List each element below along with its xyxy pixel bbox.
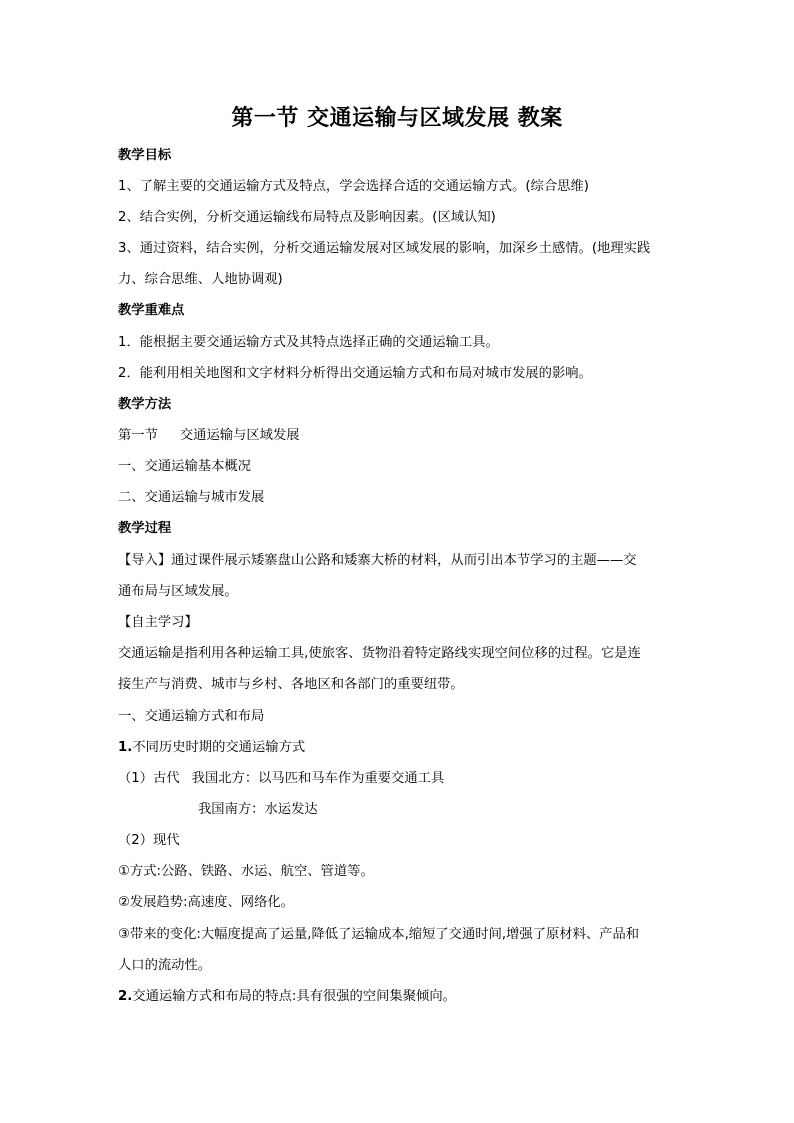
- keypoints-heading: 教学重难点: [118, 303, 185, 318]
- intro-line-2: 通布局与区域发展。: [118, 584, 238, 599]
- page-title: 第一节 交通运输与区域发展 教案: [231, 106, 563, 131]
- section-label: 第一节: [118, 428, 158, 443]
- self-study-label: 【自主学习】: [118, 615, 198, 630]
- para-1-line-2: 接生产与消费、城市与乡村、各地区和各部门的重要纽带。: [118, 677, 464, 692]
- ancient-north: 我国北方：以马匹和马车作为重要交通工具: [191, 771, 445, 786]
- goal-3-line-1: 3、通过资料，结合实例，分析交通运输发展对区域发展的影响，加深乡土感情。(地理实践: [118, 241, 651, 256]
- section-line: [118, 426, 678, 446]
- outline-1: 一、交通运输基本概况: [118, 459, 251, 474]
- modern-2: ②发展趋势:高速度、网络化。: [118, 895, 294, 910]
- outline-2: 二、交通运输与城市发展: [118, 490, 265, 505]
- goal-3-line-2: 力、综合思维、人地协调观): [118, 272, 283, 287]
- goal-2: 2、结合实例，分析交通运输线布局特点及影响因素。(区域认知): [118, 210, 496, 225]
- ancient-label: （1）古代: [118, 771, 180, 786]
- process-heading: 教学过程: [118, 521, 172, 536]
- ancient-south: 我国南方：水运发达: [198, 802, 318, 817]
- keypoint-2: 2．能利用相关地图和文字材料分析得出交通运输方式和布局对城市发展的影响。: [118, 366, 592, 381]
- modern-3-line-1: ③带来的变化:大幅度提高了运量,降低了运输成本,缩短了交通时间,增强了原材料、产品和: [118, 927, 640, 942]
- modern-label: （2）现代: [118, 833, 180, 848]
- ancient-line: [118, 769, 678, 789]
- keypoint-1: 1．能根据主要交通运输方式及其特点选择正确的交通运输工具。: [118, 335, 499, 350]
- item-2: [118, 987, 678, 1007]
- goal-1: 1、了解主要的交通运输方式及特点，学会选择合适的交通运输方式。(综合思维): [118, 179, 589, 194]
- para-1-line-1: 交通运输是指利用各种运输工具,使旅客、货物沿着特定路线实现空间位移的过程。它是连: [118, 646, 641, 661]
- section-name: 交通运输与区域发展: [179, 428, 300, 443]
- methods-heading: 教学方法: [118, 397, 172, 412]
- part-1-heading: 一、交通运输方式和布局: [118, 709, 265, 724]
- modern-3-line-2: 人口的流动性。: [118, 958, 212, 973]
- modern-1: ①方式:公路、铁路、水运、航空、管道等。: [118, 864, 374, 879]
- goals-heading: 教学目标: [118, 148, 172, 163]
- intro-line-1: 【导入】通过课件展示矮寨盘山公路和矮寨大桥的材料，从而引出本节学习的主题——交: [118, 553, 637, 568]
- item-1: [118, 738, 678, 758]
- item-2-text: 交通运输方式和布局的特点:具有很强的空间集聚倾向。: [132, 989, 456, 1004]
- item-1-number: 1.: [118, 740, 133, 755]
- item-1-text: 不同历史时期的交通运输方式: [132, 740, 306, 755]
- item-2-number: 2.: [118, 989, 133, 1004]
